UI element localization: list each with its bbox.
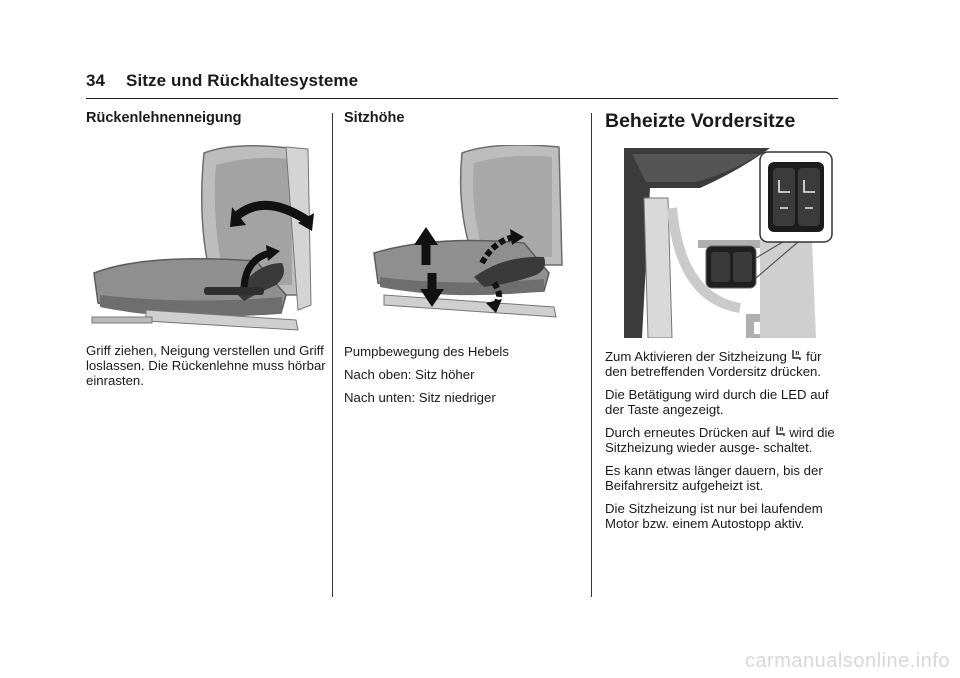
height-p2: Nach oben: Sitz höher <box>344 367 475 382</box>
section-heated-seats-text <box>605 349 840 539</box>
section-heading: Rückenlehnenneigung <box>86 110 242 126</box>
watermark: carmanualsonline.info <box>744 650 950 672</box>
heated-seat-switch-illustration <box>620 148 835 338</box>
page-number: 34 <box>86 71 106 90</box>
column-divider-1 <box>332 113 333 597</box>
section-backrest <box>86 110 242 126</box>
height-p1: Pumpbewegung des Hebels <box>344 344 509 359</box>
backrest-recline-illustration <box>86 145 318 335</box>
heated-p3 <box>605 425 840 455</box>
heated-p3-a: Durch erneutes Drücken auf <box>605 425 770 440</box>
heated-p1-a: Zum Aktivieren der Sitzheizung <box>605 349 787 364</box>
section-backrest-text <box>86 343 326 396</box>
heated-p1 <box>605 349 840 379</box>
section-heated-seats <box>605 110 795 133</box>
heated-p4: Es kann etwas länger dauern, bis der Beifahrersitz aufgeheizt ist. <box>605 463 823 493</box>
heated-p1-b: für den betreffenden Vordersitz drücken. <box>605 349 822 379</box>
height-p3: Nach unten: Sitz niedriger <box>344 390 496 405</box>
section-heading: Beheizte Vordersitze <box>605 110 796 132</box>
heated-p2: Die Betätigung wird durch die LED auf der Taste angezeigt. <box>605 387 829 417</box>
section-seat-height <box>344 110 404 126</box>
heated-p3-b: wird die Sitzheizung wieder ausge- schaltet. <box>605 425 835 455</box>
heated-seat-icon <box>774 425 786 438</box>
page-header <box>86 71 838 91</box>
chapter-title: Sitze und Rückhaltesysteme <box>126 71 359 90</box>
heated-seat-icon <box>790 349 802 362</box>
backrest-instruction: Griff ziehen, Neigung verstellen und Griff loslassen. Die Rückenlehne muss hörbar einrasten. <box>86 343 326 388</box>
section-heading: Sitzhöhe <box>344 110 405 126</box>
section-seat-height-text <box>344 344 584 413</box>
heated-p5: Die Sitzheizung ist nur bei laufendem Motor bzw. einem Autostopp aktiv. <box>605 501 823 531</box>
seat-height-illustration <box>344 145 584 325</box>
header-rule <box>86 98 838 99</box>
column-divider-2 <box>591 113 592 597</box>
